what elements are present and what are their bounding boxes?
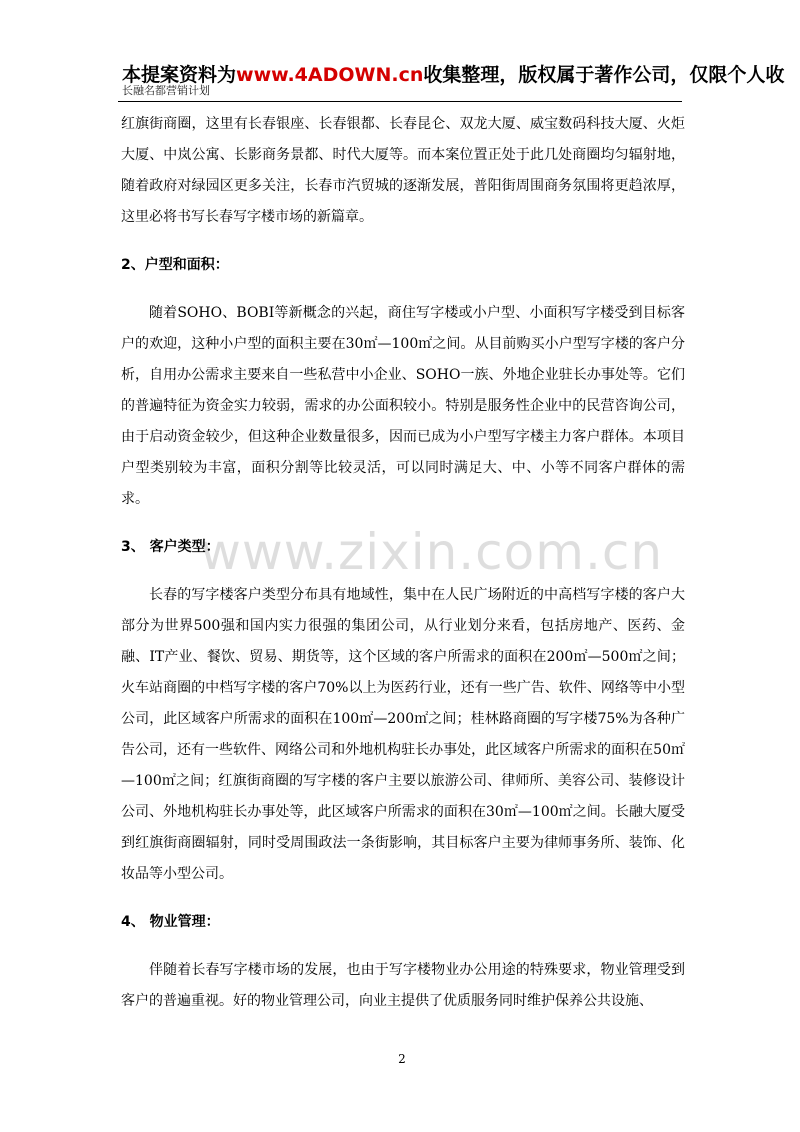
section-heading-customer-type: 3、 客户类型： (121, 539, 220, 555)
page-number: 2 (398, 1052, 406, 1066)
watermark-text: www.zixin.com.cn (200, 523, 664, 581)
banner-prefix: 本提案资料为 (122, 64, 237, 86)
header-divider (118, 101, 682, 102)
document-subtitle: 长融名都营销计划 (122, 84, 210, 97)
document-body (121, 109, 685, 1017)
banner-url: www.4ADOWN.cn (236, 64, 424, 86)
copyright-banner (122, 62, 800, 88)
section-heading-property-management: 4、 物业管理： (121, 914, 220, 930)
banner-suffix: 收集整理，版权属于著作公司，仅限个人收 (423, 64, 785, 86)
section-paragraph-layout-area: 随着SOHO、BOBI等新概念的兴起，商住写字楼或小户型、小面积写字楼受到目标客户的欢迎，这种小户型的面积主要在30㎡—100㎡之间。从目前购买小户型写字楼的客户分析，自用办公需求主要来自一些私营中小企业、SOHO一族、外地企业驻长办事处等。它们的普遍特征为资金实力较弱，需求的办公面积较小。特别是服务性企业中的民营咨询公司，由于启动资金较少，但这种企业数量很多，因而已成为小户型写字楼主力客户群体。本项目户型类别较为丰富，面积分割等比较灵活，可以同时满足大、中、小等不同客户群体的需求。 (121, 305, 685, 507)
section-heading-layout-area: 2、户型和面积： (121, 257, 229, 273)
intro-paragraph: 红旗街商圈，这里有长春银座、长春银都、长春昆仑、双龙大厦、威宝数码科技大厦、火炬大厦、中岚公寓、长影商务景都、时代大厦等。而本案位置正处于此几处商圈均匀辐射地，随着政府对绿园区更多关注，长春市汽贸城的逐渐发展，普阳街周围商务氛围将更趋浓厚，这里必将书写长春写字楼市场的新篇章。 (121, 116, 685, 225)
section-paragraph-property-management: 伴随着长春写字楼市场的发展，也由于写字楼物业办公用途的特殊要求，物业管理受到客户的普遍重视。好的物业管理公司，向业主提供了优质服务同时维护保养公共设施、 (121, 962, 685, 1009)
section-paragraph-customer-type: 长春的写字楼客户类型分布具有地域性，集中在人民广场附近的中高档写字楼的客户大部分为世界500强和国内实力很强的集团公司，从行业划分来看，包括房地产、医药、金融、IT产业、餐饮、贸易、期货等，这个区域的客户所需求的面积在200㎡—500㎡之间；火车站商圈的中档写字楼的客户70%以上为医药行业，还有一些广告、软件、网络等中小型公司，此区域客户所需求的面积在100㎡—200㎡之间；桂林路商圈的写字楼75%为各种广告公司，还有一些软件、网络公司和外地机构驻长办事处，此区域客户所需求的面积在50㎡—100㎡之间；红旗街商圈的写字楼的客户主要以旅游公司、律师所、美容公司、装修设计公司、外地机构驻长办事处等，此区域客户所需求的面积在30㎡—100㎡之间。长融大厦受到红旗街商圈辐射，同时受周围政法一条街影响，其目标客户主要为律师事务所、装饰、化妆品等小型公司。 (121, 587, 685, 882)
